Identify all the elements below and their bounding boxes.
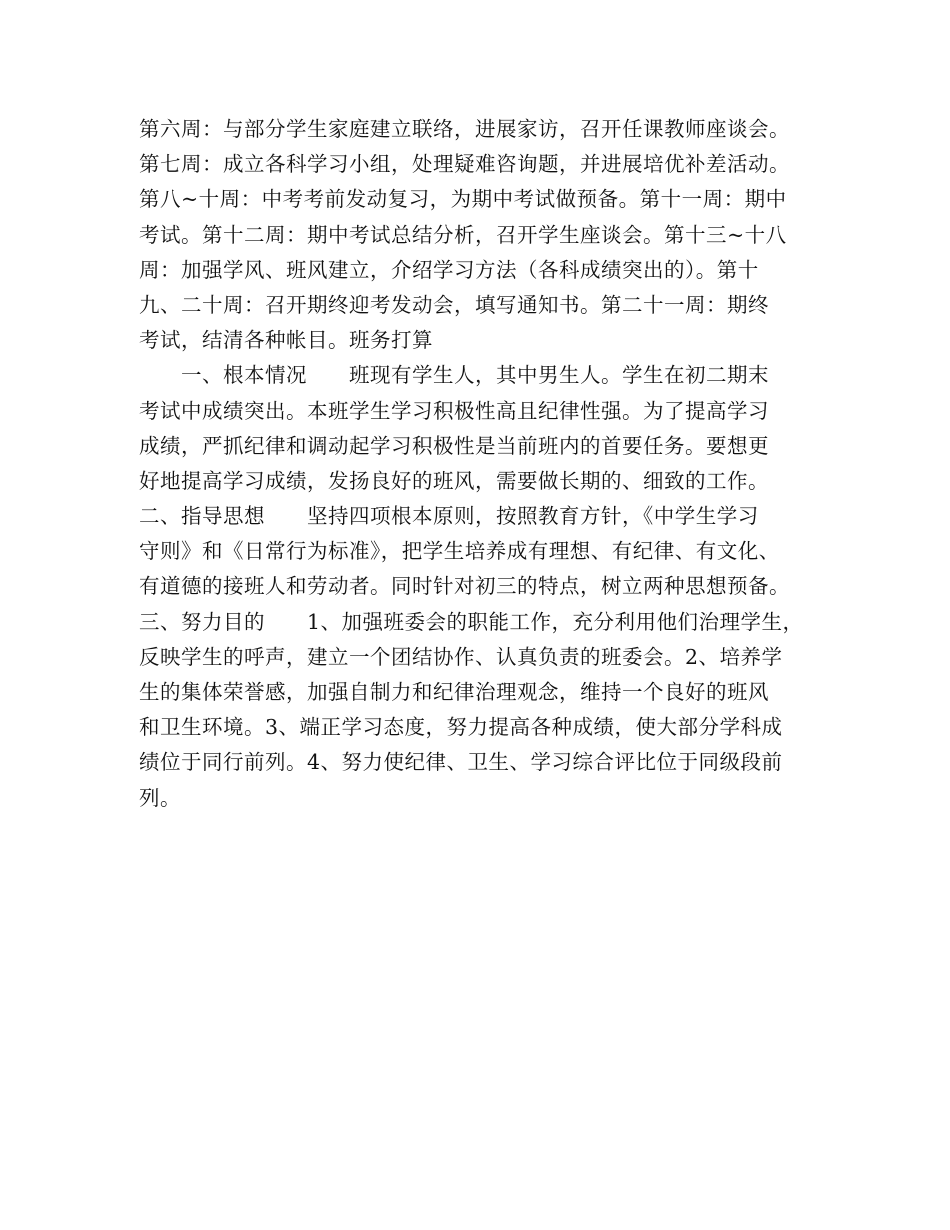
text-line: 二、指导思想 坚持四项根本原则，按照教育方针，《中学生学习 xyxy=(139,504,759,529)
text-line: 考试中成绩突出。本班学生学习积极性高且纪律性强。为了提高学习 xyxy=(139,398,769,423)
body-text xyxy=(139,112,819,816)
text-line: 第七周：成立各科学习小组，处理疑难咨询题，并进展培优补差活动。 xyxy=(139,152,790,177)
text-line: 成绩，严抓纪律和调动起学习积极性是当前班内的首要任务。要想更 xyxy=(139,433,769,458)
text-line: 考试，结清各种帐目。班务打算 xyxy=(139,328,433,353)
text-line: 第八~十周：中考考前发动复习，为期中考试做预备。第十一周：期中 xyxy=(139,187,787,212)
text-line: 一、根本情况 班现有学生人，其中男生人。学生在初二期末 xyxy=(139,363,769,388)
text-line: 反映学生的呼声，建立一个团结协作、认真负责的班委会。2、培养学 xyxy=(139,644,783,669)
text-line: 守则》和《日常行为标准》，把学生培养成有理想、有纪律、有文化、 xyxy=(139,539,780,564)
text-line: 九、二十周：召开期终迎考发动会，填写通知书。第二十一周：期终 xyxy=(139,292,769,317)
text-line: 好地提高学习成绩，发扬良好的班风，需要做长期的、细致的工作。 xyxy=(139,468,769,493)
text-line: 列。 xyxy=(139,785,181,810)
text-line: 三、努力目的 1、加强班委会的职能工作，充分利用他们治理学生， xyxy=(139,609,804,634)
text-line: 生的集体荣誉感，加强自制力和纪律治理观念，维持一个良好的班风 xyxy=(139,680,769,704)
text-line: 绩位于同行前列。4、努力使纪律、卫生、学习综合评比位于同级段前 xyxy=(139,750,783,775)
text-line: 有道德的接班人和劳动者。同时针对初三的特点，树立两种思想预备。 xyxy=(139,574,790,599)
text-line: 和卫生环境。3、端正学习态度，努力提高各种成绩，使大部分学科成 xyxy=(139,715,783,740)
text-line: 周：加强学风、班风建立，介绍学习方法（各科成绩突出的）。第十 xyxy=(139,257,759,282)
text-line: 第六周：与部分学生家庭建立联络，进展家访，召开任课教师座谈会。 xyxy=(139,117,790,141)
text-line: 考试。第十二周：期中考试总结分析，召开学生座谈会。第十三~十八 xyxy=(139,222,787,247)
